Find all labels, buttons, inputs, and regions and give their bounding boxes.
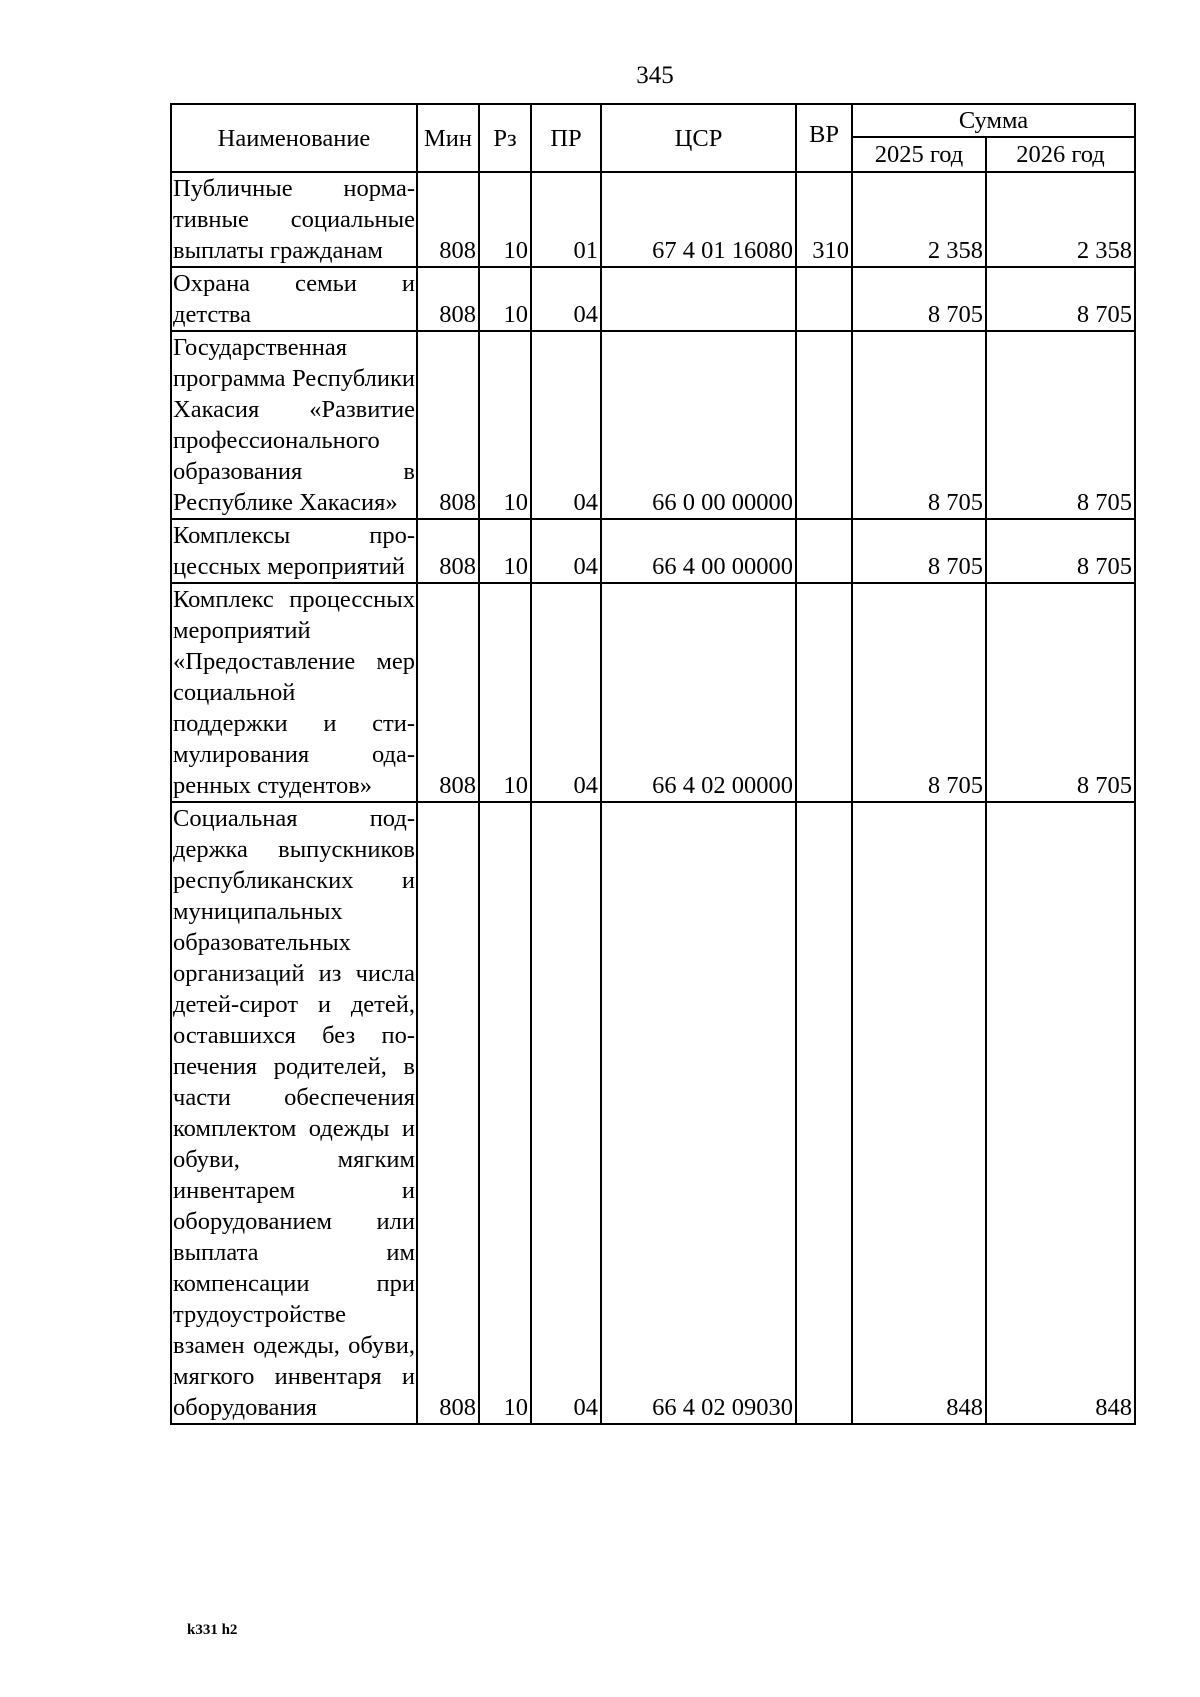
page-number: 345 [636,62,674,89]
cell-csr: 67 4 01 16080 [601,172,796,267]
cell-vr [796,267,852,331]
cell-rz: 10 [479,267,531,331]
cell-vr [796,519,852,583]
table-row [171,519,1135,583]
cell-y2025: 8 705 [852,331,986,519]
cell-y2026: 8 705 [986,331,1135,519]
cell-min: 808 [417,172,479,267]
table-row [171,267,1135,331]
cell-rz: 10 [479,802,531,1424]
cell-y2026: 8 705 [986,583,1135,802]
table-row [171,172,1135,267]
cell-rz: 10 [479,519,531,583]
cell-y2026: 8 705 [986,519,1135,583]
cell-rz: 10 [479,331,531,519]
header-row-top [171,104,1135,137]
cell-rz: 10 [479,172,531,267]
cell-csr: 66 4 00 00000 [601,519,796,583]
table-body [171,172,1135,1424]
table-row [171,583,1135,802]
cell-min: 808 [417,802,479,1424]
cell-y2026: 848 [986,802,1135,1424]
cell-min: 808 [417,331,479,519]
cell-name: Социальная поддержка выпускников республиканских и муниципальных образовательных организаций из числа детей-сирот и детей, оставшихся без попечения родителей, в части обеспечения комплектом одежды и обуви, мягким инвентарем и оборудованием или выплата им компенсации при трудоустройстве взамен одежды, обуви, мягкого инвентаря и оборудования [171,802,417,1424]
cell-vr [796,331,852,519]
budget-table [170,103,1136,1425]
table-row [171,331,1135,519]
footer-code: k331 h2 [187,1622,238,1638]
cell-csr [601,267,796,331]
cell-y2025: 8 705 [852,267,986,331]
cell-name: Комплекс процессных мероприятий «Предоставление мер социальной поддержки и стимулирования одаренных студентов» [171,583,417,802]
cell-y2025: 8 705 [852,583,986,802]
cell-min: 808 [417,519,479,583]
cell-rz: 10 [479,583,531,802]
cell-y2025: 8 705 [852,519,986,583]
cell-pr: 04 [531,802,601,1424]
header-year-2025: 2025 год [852,137,986,172]
cell-name: Государственная программа Республики Хакасия «Развитие профессионального образования в Республике Хакасия» [171,331,417,519]
cell-pr: 04 [531,331,601,519]
cell-vr: 310 [796,172,852,267]
header-year-2026: 2026 год [986,137,1135,172]
cell-y2026: 8 705 [986,267,1135,331]
cell-pr: 04 [531,583,601,802]
header-vr: ВР [796,104,852,172]
cell-pr: 04 [531,267,601,331]
cell-min: 808 [417,583,479,802]
cell-y2026: 2 358 [986,172,1135,267]
header-sum: Сумма [852,104,1135,137]
cell-csr: 66 4 02 00000 [601,583,796,802]
cell-csr: 66 4 02 09030 [601,802,796,1424]
header-pr: ПР [531,104,601,172]
header-csr: ЦСР [601,104,796,172]
header-min: Мин [417,104,479,172]
table-row [171,802,1135,1424]
cell-name: Комплексы процессных мероприятий [171,519,417,583]
cell-csr: 66 0 00 00000 [601,331,796,519]
cell-min: 808 [417,267,479,331]
cell-name: Публичные нормативные социальные выплаты гражданам [171,172,417,267]
cell-y2025: 848 [852,802,986,1424]
cell-pr: 04 [531,519,601,583]
cell-pr: 01 [531,172,601,267]
cell-y2025: 2 358 [852,172,986,267]
header-name: Наименование [171,104,417,172]
header-rz: Рз [479,104,531,172]
cell-vr [796,802,852,1424]
cell-name: Охрана семьи и детства [171,267,417,331]
cell-vr [796,583,852,802]
